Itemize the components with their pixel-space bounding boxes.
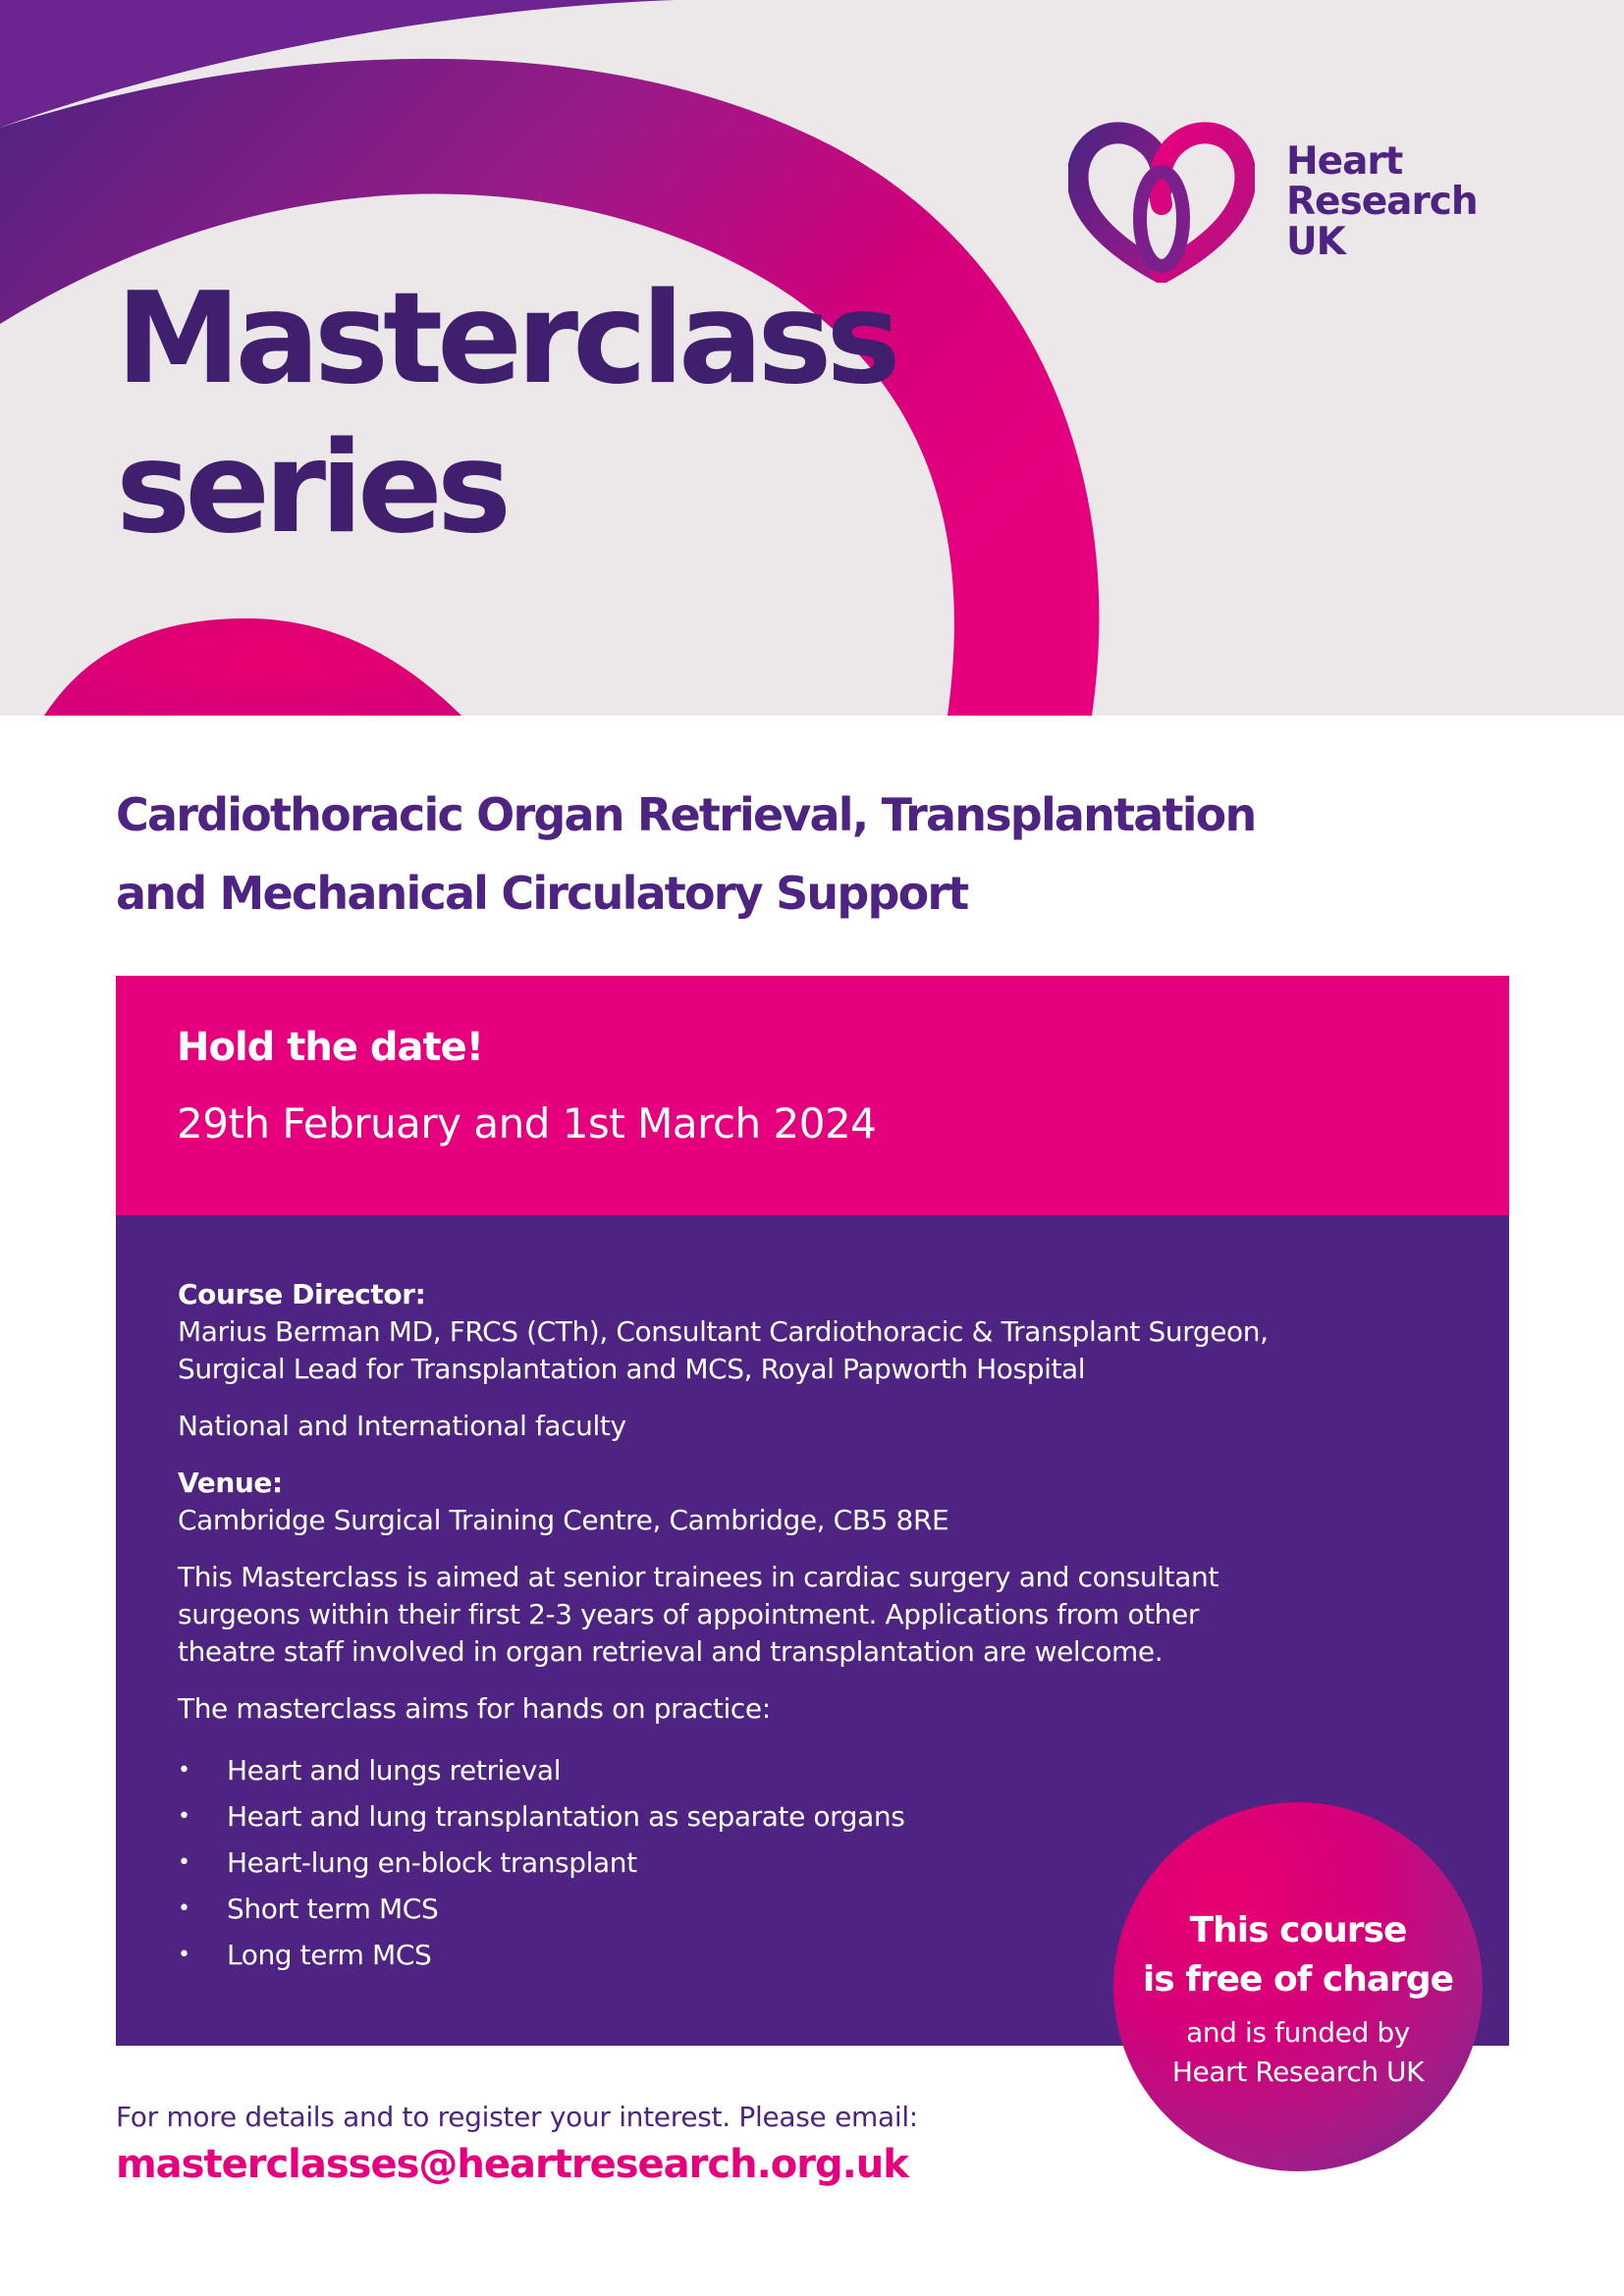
bullet-icon: • [178, 1804, 190, 1829]
contact-text: For more details and to register your interest. Please email: [116, 2101, 918, 2133]
description-line-2: surgeons within their first 2-3 years of appointment. Applications from other [178, 1598, 1199, 1630]
course-director-line-1: Marius Berman MD, FRCS (CTh), Consultant Cardiothoracic & Transplant Surgeon, [178, 1315, 1269, 1348]
badge-line-3: and is funded by [1186, 2016, 1410, 2049]
aim-text: Heart and lungs retrieval [227, 1754, 562, 1787]
venue-block [178, 1465, 1435, 1539]
logo-word-heart: Heart [1286, 139, 1403, 184]
hold-the-date-heading: Hold the date! [177, 1025, 483, 1070]
logo-wordmark [1286, 141, 1478, 262]
logo-word-uk: UK [1286, 220, 1345, 264]
list-item [178, 1747, 1435, 1793]
faculty-text: National and International faculty [178, 1410, 626, 1442]
course-subtitle [116, 775, 1520, 933]
page-title [116, 265, 895, 563]
badge-line-2: is free of charge [1142, 1959, 1454, 2000]
subtitle-line-2: and Mechanical Circulatory Support [116, 867, 968, 920]
subtitle-line-1: Cardiothoracic Organ Retrieval, Transplantation [116, 788, 1256, 841]
badge-line-4: Heart Research UK [1171, 2056, 1425, 2088]
description-line-3: theatre staff involved in organ retrieval and transplantation are welcome. [178, 1635, 1164, 1668]
venue-address: Cambridge Surgical Training Centre, Cambridge, CB5 8RE [178, 1504, 949, 1536]
bullet-icon: • [178, 1896, 190, 1921]
hero-banner [0, 0, 1624, 716]
aim-text: Heart and lung transplantation as separate organs [227, 1800, 905, 1833]
free-of-charge-badge [1113, 1802, 1483, 2171]
event-dates: 29th February and 1st March 2024 [177, 1099, 877, 1148]
bullet-icon: • [178, 1758, 190, 1783]
contact-email-link[interactable]: masterclasses@heartresearch.org.uk [116, 2142, 908, 2187]
aims-intro: The masterclass aims for hands on practice: [178, 1692, 771, 1725]
aim-text: Heart-lung en-block transplant [227, 1846, 637, 1879]
venue-label: Venue: [178, 1467, 283, 1499]
badge-line-1: This course [1189, 1910, 1407, 1950]
course-description [178, 1559, 1435, 1671]
logo-word-research: Research [1286, 180, 1478, 224]
description-line-1: This Masterclass is aimed at senior trainees in cardiac surgery and consultant [178, 1561, 1218, 1593]
course-director-label: Course Director: [178, 1278, 426, 1310]
title-line-2: series [116, 415, 506, 561]
bullet-icon: • [178, 1943, 190, 1967]
aim-text: Short term MCS [227, 1893, 439, 1925]
hold-the-date-panel [116, 976, 1509, 1215]
heart-research-uk-logo [1068, 116, 1520, 293]
aim-text: Long term MCS [227, 1939, 432, 1971]
course-director-line-2: Surgical Lead for Transplantation and MCS, Royal Papworth Hospital [178, 1353, 1086, 1385]
title-line-1: Masterclass [116, 266, 895, 412]
heart-logo-icon [1068, 116, 1255, 283]
course-director-block [178, 1276, 1435, 1388]
bullet-icon: • [178, 1850, 190, 1875]
